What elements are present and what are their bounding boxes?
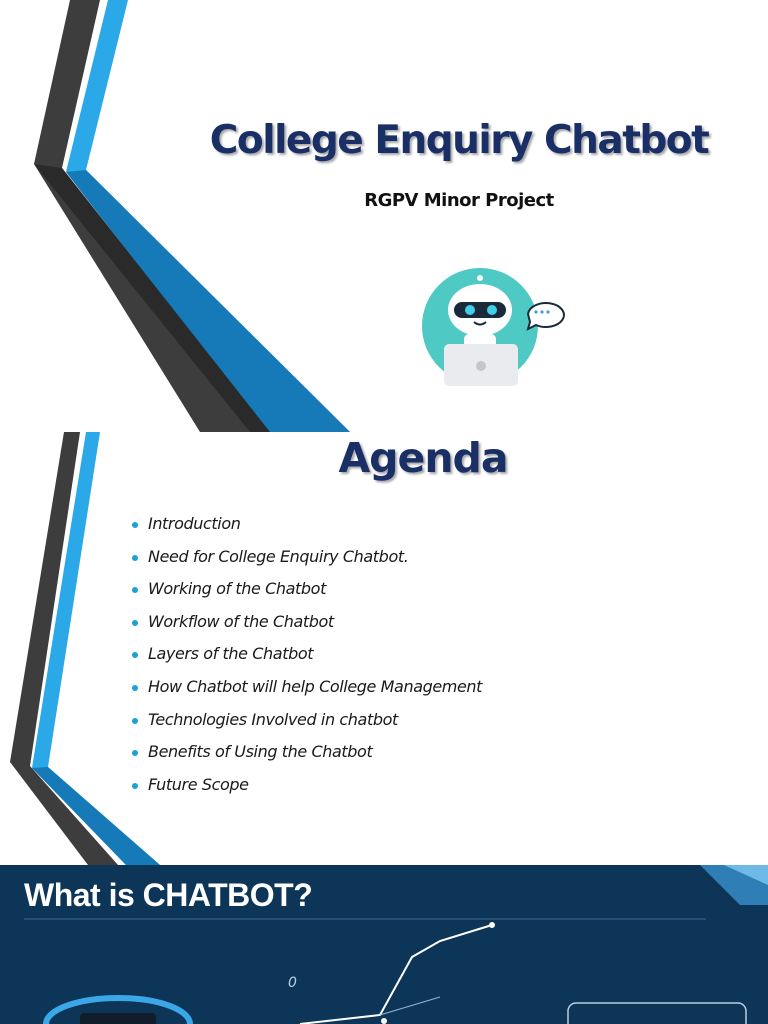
agenda-item: Layers of the Chatbot [130, 642, 482, 675]
agenda-item: Need for College Enquiry Chatbot. [130, 545, 482, 578]
agenda-item: How Chatbot will help College Management [130, 675, 482, 708]
agenda-item: Technologies Involved in chatbot [130, 708, 482, 741]
presentation-title: College Enquiry Chatbot [209, 118, 709, 163]
what-is-chatbot-slide [0, 865, 768, 1024]
bullet-icon [132, 685, 138, 691]
bullet-icon [132, 750, 138, 756]
decorative-digit: 0 [288, 975, 297, 991]
slide1-decorative-stripes [0, 0, 360, 432]
agenda-title: Agenda [338, 434, 508, 482]
bullet-icon [132, 522, 138, 528]
bullet-icon [132, 718, 138, 724]
agenda-item: Working of the Chatbot [130, 577, 482, 610]
slide3-title: What is CHATBOT? [24, 877, 313, 913]
bullet-icon [132, 783, 138, 789]
bullet-icon [132, 555, 138, 561]
agenda-item: Benefits of Using the Chatbot [130, 740, 482, 773]
bullet-icon [132, 620, 138, 626]
presentation-subtitle: RGPV Minor Project [364, 190, 554, 211]
agenda-item: Introduction [130, 512, 482, 545]
bullet-icon [132, 652, 138, 658]
agenda-list [130, 512, 482, 805]
chatbot-robot-icon [418, 268, 568, 390]
bullet-icon [132, 587, 138, 593]
title-slide [0, 0, 768, 432]
agenda-item: Workflow of the Chatbot [130, 610, 482, 643]
agenda-item: Future Scope [130, 773, 482, 806]
agenda-slide [0, 432, 768, 865]
